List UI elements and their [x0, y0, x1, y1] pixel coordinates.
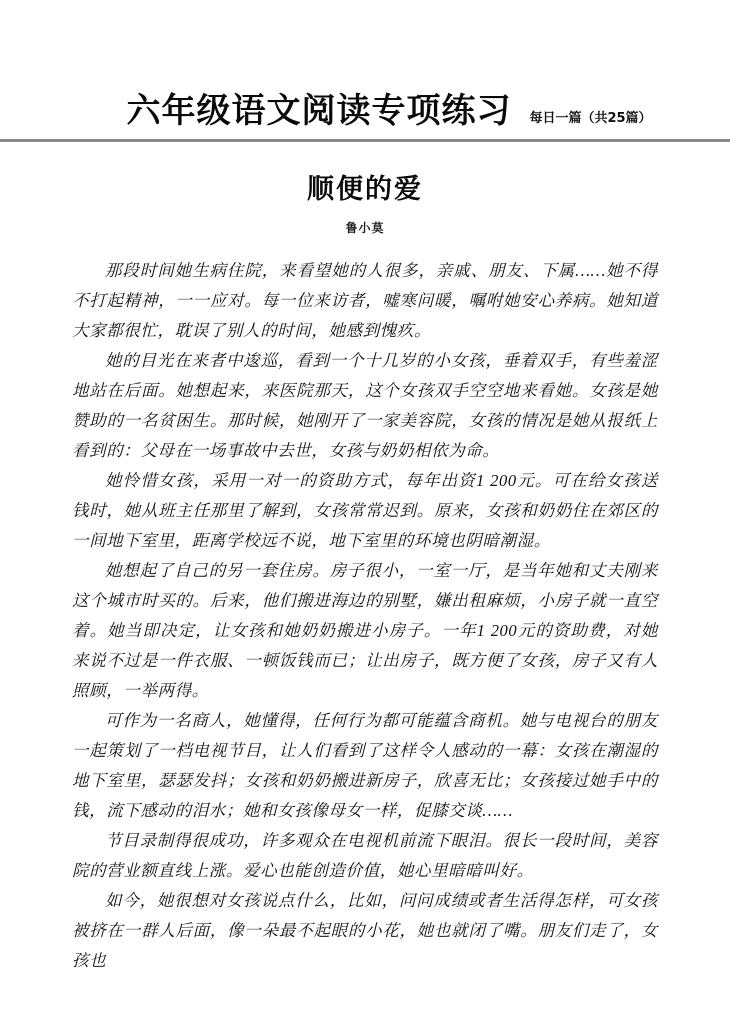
- article-paragraph: 她的目光在来者中逡巡，看到一个十几岁的小女孩，垂着双手，有些羞涩地站在后面。她想起来，来医院那天，这个女孩双手空空地来看她。女孩是她赞助的一名贫困生。那时候，她刚开了一家美容院，女孩的情况是她从报纸上看到的：父母在一场事故中去世，女孩与奶奶相依为命。: [72, 351, 658, 461]
- article-body: [72, 256, 658, 976]
- article-paragraph: 她想起了自己的另一套住房。房子很小，一室一厅，是当年她和丈夫刚来这个城市时买的。后来，他们搬进海边的别墅，嫌出租麻烦，小房子就一直空着。她当即决定，让女孩和她奶奶搬进小房子。一年1 200元的资助费，对她来说不过是一件衣服、一顿饭钱而已；让出房子，既方便了女孩，房子又有人照顾，一举两得。: [72, 561, 658, 701]
- header-divider: [0, 139, 730, 142]
- article-paragraph: 节目录制得很成功，许多观众在电视机前流下眼泪。很长一段时间，美容院的营业额直线上涨。爱心也能创造价值，她心里暗暗叫好。: [72, 831, 658, 881]
- header-subtitle: 每日一篇（共25篇）: [529, 111, 652, 126]
- header-title-group: [0, 93, 730, 130]
- article-paragraph: 如今，她很想对女孩说点什么，比如，问问成绩或者生活得怎样，可女孩被挤在一群人后面，像一朵最不起眼的小花，她也就闭了嘴。朋友们走了，女孩也: [72, 891, 658, 971]
- article-paragraph: 可作为一名商人，她懂得，任何行为都可能蕴含商机。她与电视台的朋友一起策划了一档电视节目，让人们看到了这样令人感动的一幕：女孩在潮湿的地下室里，瑟瑟发抖；女孩和奶奶搬进新房子，欣喜无比；女孩接过她手中的钱，流下感动的泪水；她和女孩像母女一样，促膝交谈……: [72, 711, 658, 821]
- page-title: 六年级语文阅读专项练习: [126, 91, 512, 132]
- article-paragraph: 那段时间她生病住院，来看望她的人很多，亲戚、朋友、下属……她不得不打起精神，一一应对。每一位来访者，嘘寒问暖，嘱咐她安心养病。她知道大家都很忙，耽误了别人的时间，她感到愧疚。: [72, 261, 658, 341]
- article-author: 鲁小莫: [345, 221, 385, 236]
- page-header: [0, 0, 730, 140]
- article-title: 顺便的爱: [307, 174, 423, 205]
- article: [0, 174, 730, 976]
- article-paragraph: 她怜惜女孩，采用一对一的资助方式，每年出资1 200元。可在给女孩送钱时，她从班主任那里了解到，女孩常常迟到。原来，女孩和奶奶住在郊区的一间地下室里，距离学校远不说，地下室里的环境也阴暗潮湿。: [72, 471, 658, 551]
